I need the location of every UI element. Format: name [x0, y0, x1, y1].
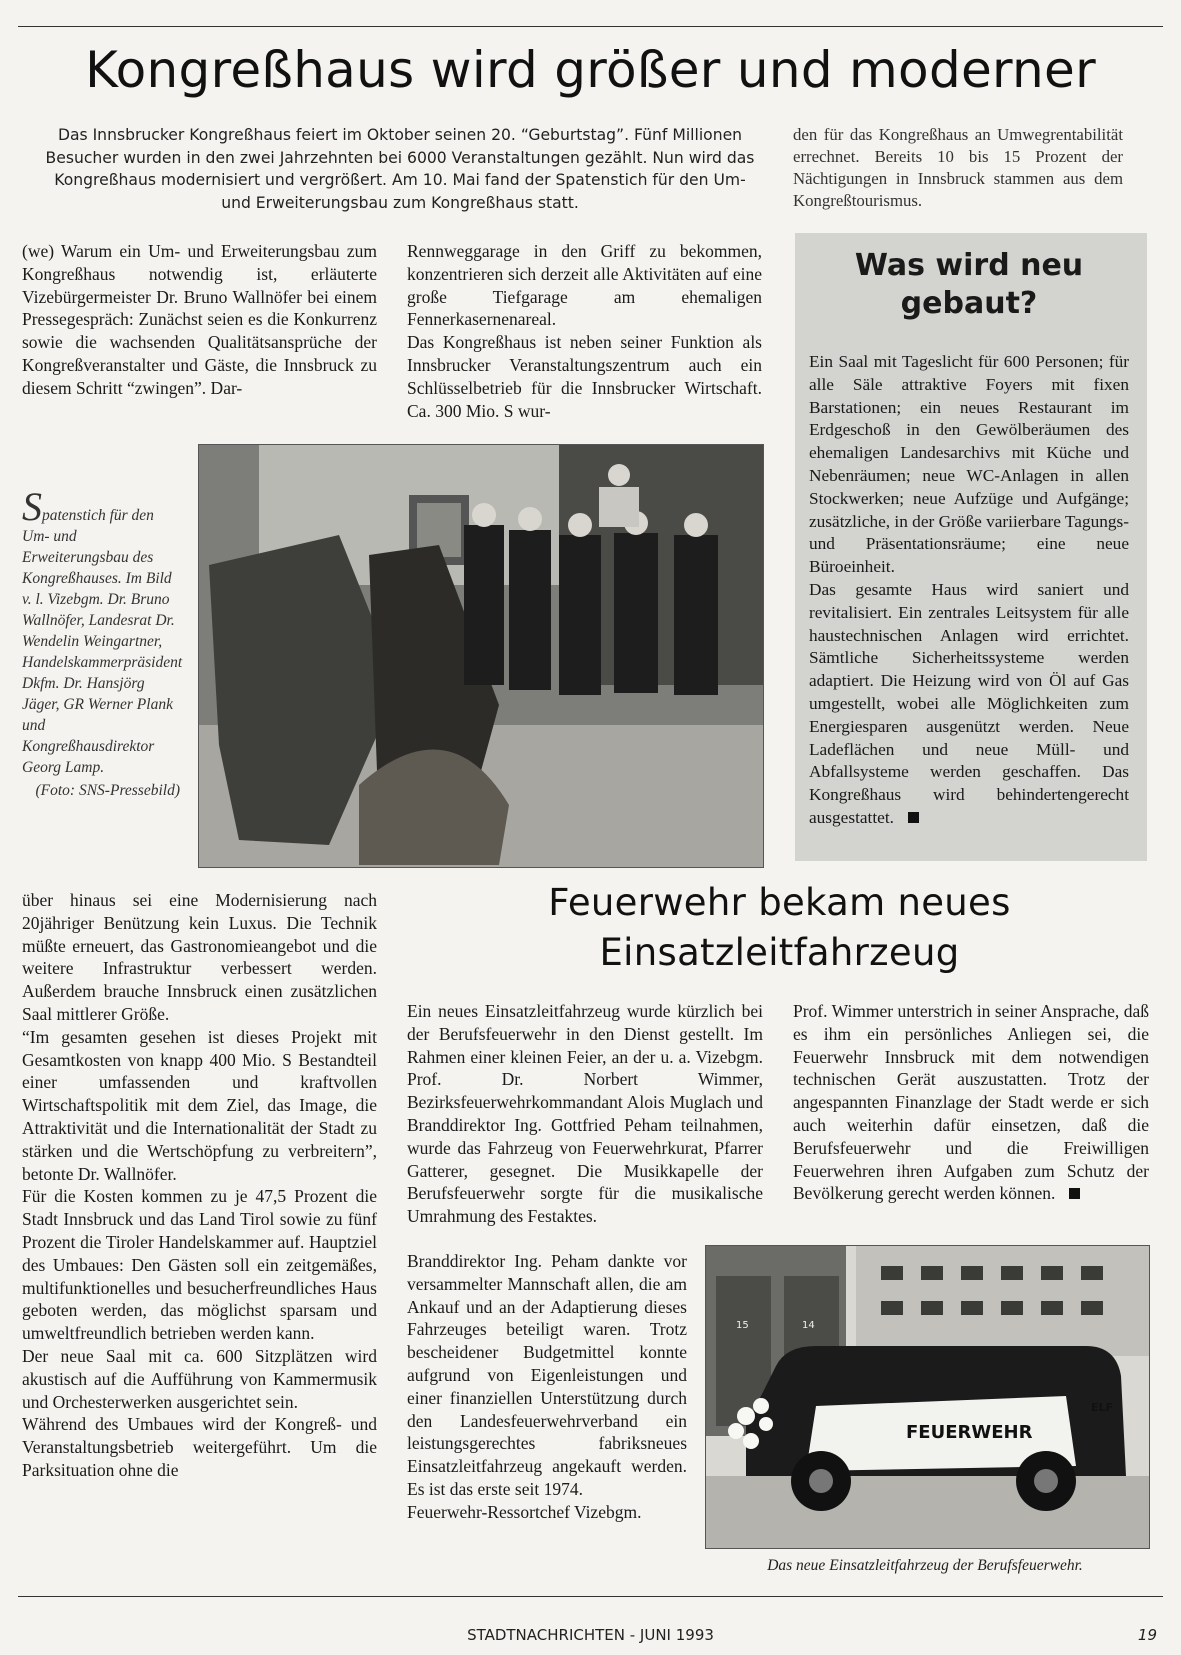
photo-credit: (Foto: SNS-Pressebild) [35, 782, 180, 799]
groundbreaking-photo-caption [22, 484, 183, 801]
article2-headline-line2: Einsatzleitfahrzeug [599, 931, 960, 974]
sidebar-para1: Ein Saal mit Tageslicht für 600 Personen; für alle Säle attraktive Foyers mit fixen Barstationen; ein neues Restaurant im Erdgeschoß in den Gewölberäumen des ehemaligen Landesarchivs mit Küche und Nebenräumen; neue WC-Anlagen in allen Stockwerken; neue Aufzüge und Aufgänge; zusätzliche, in der Größe variierbare Tagungs- und Präsentationsräume; eine neue Büroeinheit. [809, 352, 1129, 577]
bottom-rule [18, 1596, 1163, 1597]
article2-col3-body: Prof. Wimmer unterstrich in seiner Ansprache, daß es ihm ein persönliches Anliegen sei, die Feuerwehr Innsbruck mit dem notwendigen technischen Gerät auszustatten. Trotz der angespannten Finanzlage der Stadt werde er sich auch weiterhin dafür einsetzen, daß die Berufsfeuerwehr und die Freiwilligen Feuerwehren ihren Aufgaben zum Schutz der Bevölkerung gerecht werden können. [793, 1001, 1149, 1204]
end-mark-icon [908, 812, 919, 823]
article1-col1-top [22, 240, 377, 400]
page-number: 19 [1137, 1626, 1157, 1644]
article1-lead: Das Innsbrucker Kongreßhaus feiert im Oktober seinen 20. “Geburtstag”. Fünf Millionen Besucher wurden in den zwei Jahrzehnten bei 6000 Veranstaltungen gezählt. Nun wird das Kongreßhaus modernisiert und vergrößert. Am 10. Mai fand der Spatenstich für den Um- und Erweiterungsbau zum Kongreßhaus statt. [45, 126, 755, 212]
garage-number-15: 15 [736, 1320, 749, 1331]
sidebar-box [795, 233, 1147, 861]
fire-vehicle-photo-caption: Das neue Einsatzleitfahrzeug der Berufsfeuerwehr. [767, 1557, 1083, 1574]
groundbreaking-photo [198, 444, 764, 868]
article2-col2-bottom [407, 1250, 687, 1524]
publication-name: STADTNACHRICHTEN - JUNI 1993 [467, 1626, 714, 1644]
article1-col3-text: den für das Kongreßhaus an Umwegrentabilität errechnet. Bereits 10 bis 15 Prozent der Nächtigungen in Innsbruck stammen aus dem Kongreßtourismus. [793, 125, 1123, 210]
article1-col1-bottom [22, 889, 377, 1482]
article1-col1-top-text: (we) Warum ein Um- und Erweiterungsbau zum Kongreßhaus notwendig ist, erläuterte Vizebürgermeister Dr. Bruno Wallnöfer bei einem Pressegespräch: Zunächst seien es die Konkurrenz sowie die wachsenden Qualitätsansprüche der Kongreßveranstalter und Gäste, die Innsbruck zu diesem Schritt “zwingen”. Dar- [22, 241, 377, 398]
article2-col2-para1: Ein neues Einsatzleitfahrzeug wurde kürzlich bei der Berufsfeuerwehr in den Dienst gestellt. Im Rahmen einer kleinen Feier, an der u. a. Vizebgm. Prof. Dr. Norbert Wimmer, Bezirksfeuerwehrkommandant Alois Muglach und Branddirektor Ing. Gottfried Peham teilnahmen, wurde das Fahrzeug von Feuerwehrkurat, Pfarrer Gatterer, gesegnet. Die Musikkapelle der Berufsfeuerwehr sorgte für die musikalische Umrahmung des Festaktes. [407, 1001, 763, 1227]
caption-text: patenstich für den Um- und Erweiterungsbau des Kongreßhauses. Im Bild v. l. Vizebgm. Dr. Bruno Wallnöfer, Landesrat Dr. Wendelin Weingartner, Handelskammerpräsident Dkfm. Dr. Hansjörg Jäger, GR Werner Plank und Kongreßhausdirektor Georg Lamp. [22, 507, 183, 776]
fire-vehicle-photo [705, 1245, 1150, 1549]
article2-col3-text [793, 1000, 1149, 1205]
top-rule [18, 26, 1163, 27]
article1-col2-top [407, 240, 762, 422]
vehicle-badge: ELF [1091, 1401, 1114, 1414]
article1-col1-para3: Für die Kosten kommen zu je 47,5 Prozent die Stadt Innsbruck und das Land Tirol sowie zu fünf Prozent die Tiroler Handelskammer auf. Hauptziel des Umbaues: Den Gästen soll ein zeitgemäßes, multifunktionelles und besucherfreundliches Haus geboten werden, das möglichst sparsam und umweltfreundlich betrieben werden kann. [22, 1186, 377, 1344]
article2-col2-para2: Branddirektor Ing. Peham dankte vor versammelter Mannschaft allen, die am Ankauf und an der Adaptierung dieses Fahrzeuges beteiligt waren. Trotz bescheidener Budgetmittel konnte aufgrund von Eigenleistungen und einer finanziellen Unterstützung durch den Landesfeuerwehrverband ein leistungsgerechtes fabriksneues Einsatzleitfahrzeug angekauft werden. Es ist das erste seit 1974. [407, 1251, 687, 1499]
article1-col1-para4: Der neue Saal mit ca. 600 Sitzplätzen wird akustisch auf die Aufführung von Kammermusik und Orchesterwerken ausgerichtet sein. [22, 1345, 377, 1412]
article2-headline [407, 878, 1152, 978]
sidebar-para2-text: Das gesamte Haus wird saniert und revitalisiert. Ein zentrales Leitsystem für alle haustechnischen Anlagen wird errichtet. Sämtliche Sicherheitssysteme werden adaptiert. Die Heizung wird von Öl auf Gas umgestellt, wobei alle Möglichkeiten zum Energiesparen ausgenützt werden. Neue Ladeflächen und neue Müll- und Abfallsysteme werden geschaffen. Das Kongreßhaus wird behindertengerecht ausgestattet. [809, 579, 1129, 827]
article1-col1-para2: “Im gesamten gesehen ist dieses Projekt mit Gesamtkosten von knapp 400 Mio. S Bestandteil einer umfassenden und kraftvollen Wirtschaftspolitik mit dem Ziel, das Image, die Attraktivität und die Internationalität der Stadt zu stärken und die Wertschöpfung zu verbreitern”, betonte Dr. Wallnöfer. [22, 1026, 377, 1184]
article2-col3 [793, 1000, 1149, 1205]
article1-col2-para2: Das Kongreßhaus ist neben seiner Funktion als Innsbrucker Veranstaltungszentrum auch ein Schlüsselbetrieb für die Innsbrucker Wirtschaft. Ca. 300 Mio. S wur- [407, 332, 762, 421]
caption-dropcap: S [22, 484, 42, 529]
sidebar-body [809, 351, 1129, 830]
sidebar-para2 [809, 579, 1129, 830]
article1-col2-para1: Rennweggarage in den Griff zu bekommen, konzentrieren sich derzeit alle Aktivitäten auf eine große Tiefgarage am ehemaligen Fennerkasernenareal. [407, 241, 762, 330]
article2-headline-line1: Feuerwehr bekam neues [548, 881, 1011, 924]
garage-number-14: 14 [802, 1320, 815, 1331]
vehicle-lettering: FEUERWEHR [906, 1422, 1033, 1443]
article1-col1-para1: über hinaus sei eine Modernisierung nach 20jähriger Benützung kein Luxus. Die Technik müßte erneuert, das Gastronomieangebot und die weitere Infrastruktur verbessert werden. Außerdem brauche Innsbruck einen zusätzlichen Saal mittlerer Größe. [22, 890, 377, 1024]
end-mark-icon [1069, 1188, 1080, 1199]
article1-headline: Kongreßhaus wird größer und moderner [85, 41, 1096, 99]
article1-col3-top [793, 124, 1123, 212]
article2-col2-para3: Feuerwehr-Ressortchef Vizebgm. [407, 1501, 642, 1522]
article2-col2-top [407, 1000, 763, 1228]
article1-col1-para5: Während des Umbaues wird der Kongreß- und Veranstaltungsbetrieb weitergeführt. Um die Parksituation ohne die [22, 1414, 377, 1480]
sidebar-heading: Was wird neu gebaut? [854, 248, 1084, 321]
